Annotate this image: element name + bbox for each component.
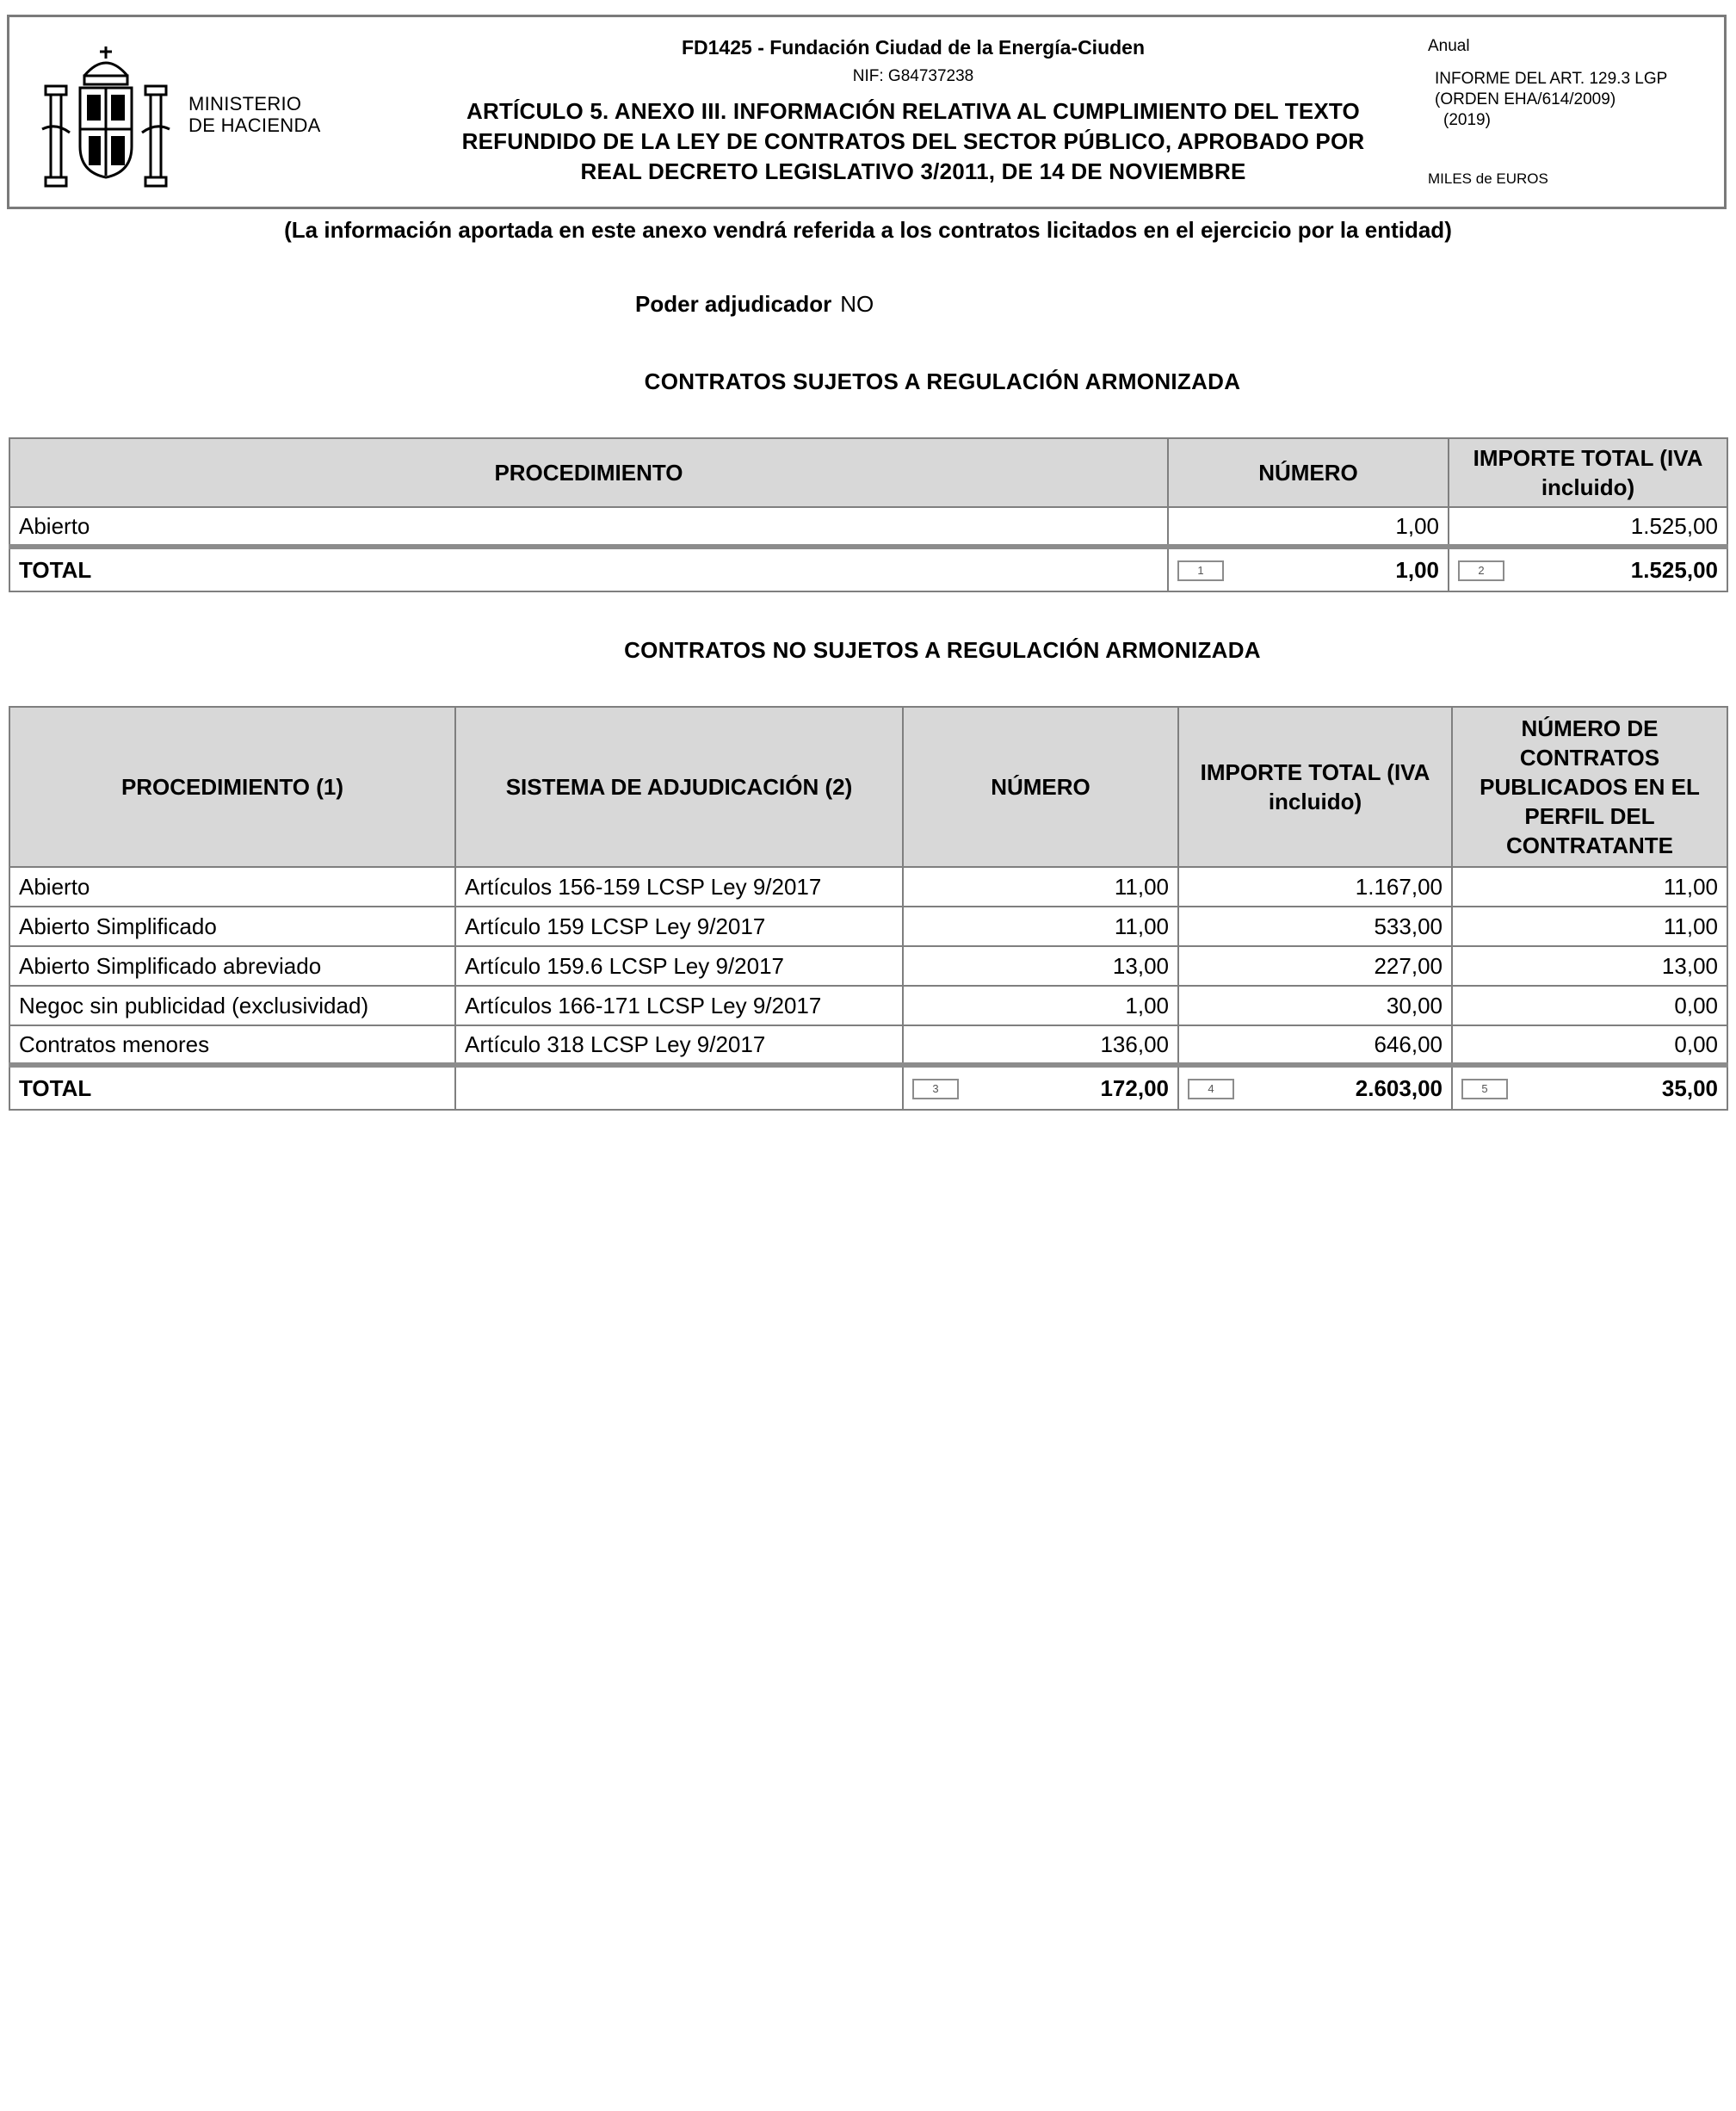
field-box: 1 — [1177, 560, 1224, 581]
period: Anual — [1428, 37, 1470, 55]
col-numero: NÚMERO — [903, 707, 1178, 867]
table-row: Contratos menores Artículo 318 LCSP Ley 9/2017 136,00 646,00 0,00 — [9, 1025, 1727, 1065]
table-row: Abierto 1,00 1.525,00 — [9, 507, 1727, 547]
total-numero: 3 172,00 — [903, 1065, 1178, 1110]
section1-title: CONTRATOS SUJETOS A REGULACIÓN ARMONIZADA — [644, 368, 1241, 394]
field-box: 5 — [1461, 1079, 1508, 1099]
header-center — [388, 34, 1438, 187]
poder-adjudicador — [635, 291, 874, 318]
report-reference: INFORME DEL ART. 129.3 LGP (ORDEN EHA/614/2009) (2019) — [1435, 70, 1668, 129]
col-importe: IMPORTE TOTAL (IVA incluido) — [1178, 707, 1452, 867]
nif: NIF: G84737238 — [852, 67, 974, 85]
total-importe: 2 1.525,00 — [1449, 547, 1727, 591]
total-publicados: 5 35,00 — [1452, 1065, 1727, 1110]
table-row: Abierto Simplificado abreviado Artículo 159.6 LCSP Ley 9/2017 13,00 227,00 13,00 — [9, 946, 1727, 986]
table-row: Negoc sin publicidad (exclusividad) Artículos 166-171 LCSP Ley 9/2017 1,00 30,00 0,00 — [9, 986, 1727, 1025]
harmonized-contracts-table — [9, 437, 1728, 592]
document-title: ARTÍCULO 5. ANEXO III. INFORMACIÓN RELATIVA AL CUMPLIMIENTO DEL TEXTO REFUNDIDO DE LA LEY DE CONTRATOS DEL SECTOR PÚBLICO, APROBADO POR REAL DECRETO LEGISLATIVO 3/2011, DE 14 DE NOVIEMBRE — [461, 98, 1365, 184]
table-row: Abierto Artículos 156-159 LCSP Ley 9/2017 11,00 1.167,00 11,00 — [9, 867, 1727, 907]
organization-name: FD1425 - Fundación Ciudad de la Energía-Ciuden — [681, 36, 1146, 59]
col-importe: IMPORTE TOTAL (IVA incluido) — [1449, 438, 1727, 507]
non-harmonized-contracts-table — [9, 706, 1728, 1111]
poder-value: NO — [840, 291, 874, 317]
field-box: 2 — [1458, 560, 1504, 581]
total-label: TOTAL — [9, 1065, 455, 1110]
col-numero: NÚMERO — [1168, 438, 1449, 507]
total-row — [9, 1065, 1727, 1110]
col-publicados: NÚMERO DE CONTRATOS PUBLICADOS EN EL PERFIL DEL CONTRATANTE — [1452, 707, 1727, 867]
ministry-name: MINISTERIO DE HACIENDA — [188, 93, 321, 136]
table-row: Abierto Simplificado Artículo 159 LCSP Ley 9/2017 11,00 533,00 11,00 — [9, 907, 1727, 946]
total-numero: 1 1,00 — [1168, 547, 1449, 591]
coat-of-arms-logo — [37, 43, 175, 198]
total-row — [9, 547, 1727, 591]
header-right — [1428, 36, 1721, 131]
field-box: 3 — [912, 1079, 959, 1099]
col-procedimiento: PROCEDIMIENTO (1) — [9, 707, 455, 867]
section2-title: CONTRATOS NO SUJETOS A REGULACIÓN ARMONIZADA — [624, 637, 1261, 663]
poder-label: Poder adjudicador — [635, 291, 832, 317]
total-importe: 4 2.603,00 — [1178, 1065, 1452, 1110]
scope-note: (La información aportada en este anexo vendrá referida a los contratos licitados en el ejercicio por la entidad) — [284, 217, 1452, 243]
col-procedimiento: PROCEDIMIENTO — [9, 438, 1168, 507]
units: MILES de EUROS — [1428, 170, 1548, 187]
total-empty — [455, 1065, 903, 1110]
total-label: TOTAL — [9, 547, 1168, 591]
table-header-row — [9, 438, 1727, 507]
table-header-row — [9, 707, 1727, 867]
col-sistema: SISTEMA DE ADJUDICACIÓN (2) — [455, 707, 903, 867]
field-box: 4 — [1188, 1079, 1234, 1099]
report-header — [7, 15, 1727, 209]
